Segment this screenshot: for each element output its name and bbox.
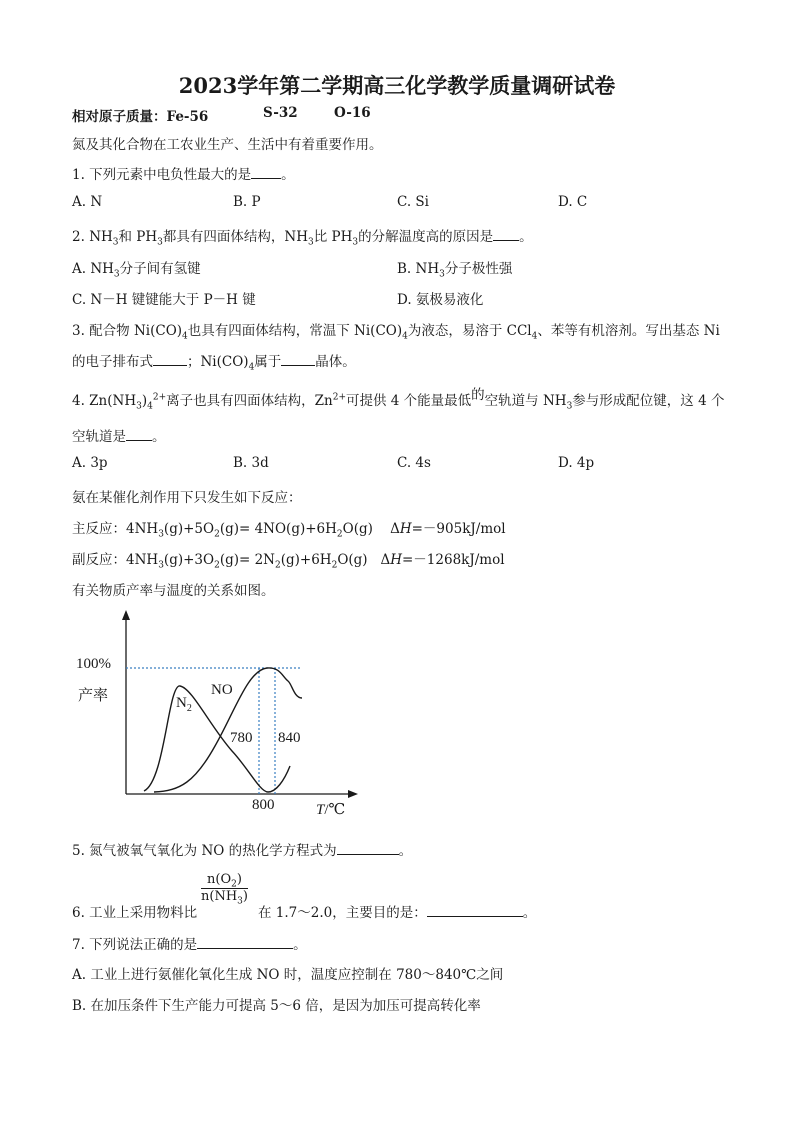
page-title: 2023学年第二学期高三化学教学质量调研试卷: [178, 73, 616, 98]
question-2: 2. $NH_3$和 $PH_3$都具有四面体结构，$NH_3$比 $PH_3$的分解温度高的原因是 。: [72, 229, 533, 248]
annotation-780: 780: [230, 730, 253, 746]
series-line-n2: [144, 686, 290, 792]
question-3: 3. 配合物 $Ni(CO)_4$也具有四面体结构，常温下 $Ni(CO)_4$为液态，易溶于 CCl$_4$、苯等有机溶剂。写出基态 Ni: [72, 323, 720, 342]
q1-option-b: B. P: [233, 194, 261, 210]
q1-option-d: D. C: [558, 194, 588, 210]
annotation-840: 840: [278, 730, 301, 746]
annotation-800: 800: [252, 797, 275, 813]
q7-option-a: A. 工业上进行氨催化氧化生成 NO 时，温度应控制在 780～840℃之间: [72, 967, 504, 983]
fraction-denominator: $n(NH_3)$: [201, 889, 248, 907]
figure-caption: 有关物质产率与温度的关系如图。: [72, 583, 275, 599]
q2-option-b: B. $NH_3$分子极性强: [397, 261, 513, 280]
atomic-mass-s: S-32: [263, 105, 298, 121]
intro-text: 氮及其化合物在工农业生产、生活中有着重要作用。: [72, 137, 383, 153]
q2-option-d: D. 氨极易液化: [397, 292, 484, 308]
q1-stem: 1. 下列元素中电负性最大的是: [72, 167, 252, 183]
q4-option-c: C. 4s: [397, 455, 431, 471]
q2-option-a: A. $NH_3$分子间有氢键: [72, 261, 201, 280]
q4-option-a: A. 3p: [72, 455, 108, 471]
fraction-numerator: $n(O_2)$: [201, 872, 248, 889]
y-axis-arrow: [122, 610, 130, 620]
q1-option-a: A. N: [72, 194, 103, 210]
q7-option-b: B. 在加压条件下生产能力可提高 5～6 倍，是因为加压可提高转化率: [72, 998, 481, 1014]
atomic-mass-o: O-16: [334, 105, 371, 121]
q1-option-c: C. Si: [397, 194, 429, 210]
q4-option-b: B. 3d: [233, 455, 269, 471]
ratio-fraction: [201, 872, 248, 907]
question-6-tail: 在 1.7～2.0，主要目的是： 。: [258, 905, 537, 921]
yield-temperature-chart: [70, 606, 370, 826]
question-3-line-2: 的电子排布式 ；$Ni(CO)_4$属于 晶体。: [72, 354, 356, 373]
series-label-n2: $N_2$: [176, 695, 192, 714]
x-axis-label: T/℃: [316, 802, 346, 818]
question-1: 1. 下列元素中电负性最大的是 。: [72, 167, 295, 183]
atomic-mass-label: 相对原子质量：Fe-56: [72, 109, 209, 125]
main-reaction: 主反应：$4NH_3(g)+5O_2(g)= 4NO(g)+6H_2O(g)$ ΔH=－905kJ/mol: [72, 521, 506, 540]
side-reaction: 副反应：$4NH_3(g)+3O_2(g)= 2N_2(g)+6H_2O(g)$ ΔH=－1268kJ/mol: [72, 552, 505, 571]
question-4-line-2: 空轨道是 。: [72, 429, 166, 445]
y-max-label: 100%: [76, 656, 111, 672]
question-7: 7. 下列说法正确的是 。: [72, 937, 307, 953]
question-6-prefix: 6. 工业上采用物料比: [72, 905, 198, 921]
question-5: 5. 氮气被氧气氧化为 NO 的热化学方程式为 。: [72, 843, 413, 859]
series-label-no: NO: [211, 682, 233, 698]
question-4: 4. $Zn(NH_3)_4^{2+}$离子也具有四面体结构，$Zn^{2+}$可提供 4 个能量最低的空轨道与 $NH_3$参与形成配位键，这 4 个: [72, 387, 725, 412]
y-axis-label: 产率: [78, 688, 109, 704]
q4-option-d: D. 4p: [558, 455, 595, 471]
reaction-intro: 氨在某催化剂作用下只发生如下反应：: [72, 490, 302, 506]
x-axis-arrow: [348, 790, 358, 798]
q2-option-c: C. N－H 键键能大于 P－H 键: [72, 292, 256, 308]
